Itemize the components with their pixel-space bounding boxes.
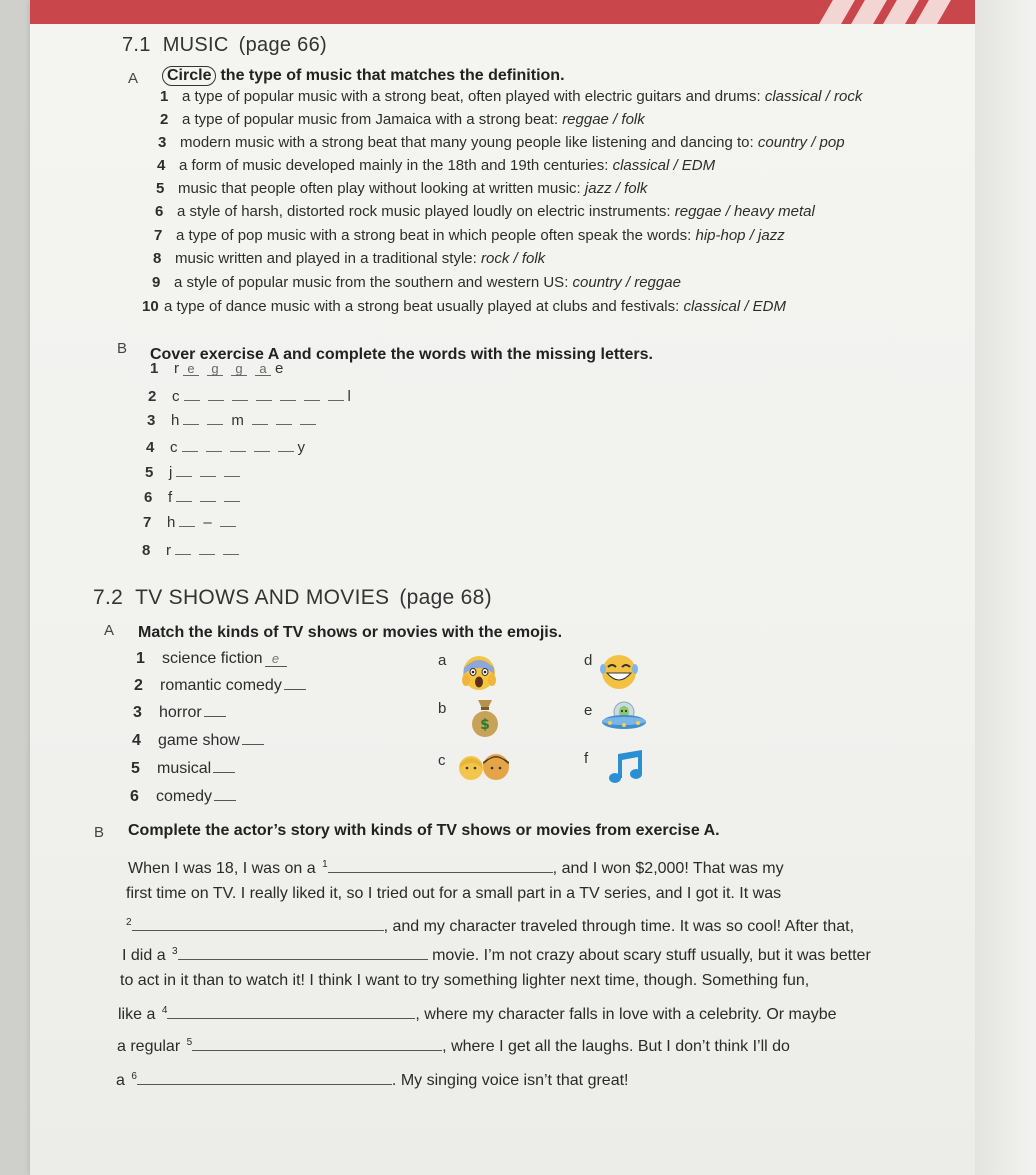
item-number: 4	[146, 439, 155, 456]
match-item	[131, 760, 235, 778]
answer-blank[interactable]	[284, 689, 306, 690]
part-letter-b2: B	[94, 824, 105, 841]
letter-blank[interactable]	[179, 512, 195, 527]
item-number: 1	[150, 360, 159, 377]
letter-blank[interactable]	[175, 540, 191, 555]
blank-number-4: 4	[161, 1004, 168, 1016]
answer-blank-4[interactable]	[167, 1002, 415, 1019]
last-letter: y	[297, 439, 305, 456]
first-letter: c	[172, 388, 180, 405]
item-number: 7	[154, 227, 163, 244]
first-letter: r	[174, 360, 179, 377]
item-number: 9	[152, 274, 161, 291]
section-heading: TV SHOWS AND MOVIES	[135, 586, 390, 609]
item-number: 4	[157, 157, 166, 174]
section-title-music	[122, 34, 327, 57]
blank-number-5: 5	[186, 1036, 193, 1048]
music-options[interactable]: classical / EDM	[683, 298, 786, 315]
item-number: 6	[144, 489, 153, 506]
match-item	[133, 704, 226, 722]
definition-item	[152, 274, 681, 291]
story-line-1	[128, 856, 784, 878]
screaming-face-icon	[460, 652, 498, 692]
definition-text: a form of music developed mainly in the 18th and 19th centuries:	[179, 157, 609, 174]
item-number: 2	[148, 388, 157, 405]
item-number: 1	[136, 650, 145, 667]
first-letter: h	[171, 412, 180, 429]
answer-blank[interactable]	[204, 716, 226, 717]
story-text: When I was 18, I was on a	[128, 860, 316, 877]
item-number: 2	[160, 111, 169, 128]
item-number: 2	[134, 677, 143, 694]
letter-blank[interactable]	[223, 540, 239, 555]
story-text: a	[116, 1072, 125, 1089]
letter-blank[interactable]	[256, 386, 272, 401]
section-heading: MUSIC	[162, 34, 229, 56]
circle-word: Circle	[162, 66, 216, 86]
definition-item	[156, 180, 647, 197]
answer-blank[interactable]	[213, 772, 235, 773]
genre-text: horror	[159, 704, 202, 721]
first-letter: r	[166, 542, 171, 559]
genre-text: romantic comedy	[160, 677, 282, 694]
music-options[interactable]: reggae / folk	[562, 111, 645, 128]
letter-blank[interactable]	[254, 437, 270, 452]
story-text: movie. I’m not crazy about scary stuff usually, but it was better	[432, 947, 871, 964]
instruction-b2: Complete the actor’s story with kinds of TV shows or movies from exercise A.	[128, 822, 720, 839]
definition-item	[153, 250, 545, 267]
word-completion-row	[147, 410, 320, 429]
first-letter: j	[169, 464, 173, 481]
last-letter: e	[275, 360, 284, 377]
definition-text: a style of popular music from the southern and western US:	[174, 274, 569, 291]
letter-blank[interactable]	[182, 437, 198, 452]
word-completion-row	[145, 462, 244, 481]
letter-blank[interactable]	[224, 462, 240, 477]
letter-blank[interactable]	[278, 437, 294, 452]
emoji-letter-c: c	[438, 752, 446, 769]
section-number: 7.1	[122, 34, 151, 56]
letter-blank[interactable]	[220, 512, 236, 527]
letter-blank[interactable]	[206, 437, 222, 452]
couple-faces-icon	[456, 750, 514, 782]
letter-blank[interactable]	[230, 437, 246, 452]
answer-blank[interactable]	[214, 800, 236, 801]
part-letter-b: B	[117, 340, 128, 357]
ufo-alien-icon	[600, 700, 648, 734]
story-text: , and my character traveled through time. It was so cool! After that,	[383, 918, 855, 935]
definition-text: music that people often play without looking at written music:	[178, 180, 581, 197]
section-number: 7.2	[93, 586, 124, 609]
blank-number-2: 2	[126, 916, 132, 928]
emoji-letter-e: e	[584, 702, 593, 719]
letter-blank[interactable]: a	[255, 361, 271, 376]
definition-text: modern music with a strong beat that many young people like listening and dancing to:	[180, 134, 754, 151]
definition-item	[154, 227, 785, 244]
letter-blank[interactable]	[252, 410, 268, 425]
music-options[interactable]: hip-hop / jazz	[695, 227, 785, 244]
definition-item	[155, 203, 815, 220]
blank-number-3: 3	[172, 945, 178, 957]
letter-blank[interactable]	[176, 487, 192, 502]
definition-text: a type of popular music with a strong beat, often played with electric guitars and drums:	[182, 88, 761, 105]
emoji-letter-a: a	[438, 652, 447, 669]
first-letter: f	[168, 489, 173, 506]
story-line-3	[124, 914, 854, 936]
letter-blank[interactable]: g	[231, 361, 247, 376]
item-number: 3	[158, 134, 167, 151]
item-number: 7	[143, 514, 152, 531]
answer-blank-5[interactable]	[192, 1034, 442, 1051]
letter-blank[interactable]	[276, 410, 292, 425]
section-title-tv	[93, 586, 492, 610]
definition-item	[160, 88, 862, 105]
letter-blank[interactable]	[199, 540, 215, 555]
item-number: 4	[132, 732, 141, 749]
story-text: . My singing voice isn’t that great!	[391, 1072, 629, 1089]
genre-text: science fiction	[162, 650, 263, 667]
letter-blank[interactable]	[200, 462, 216, 477]
answer-blank-3[interactable]	[178, 943, 428, 960]
letter-blank[interactable]	[184, 386, 200, 401]
definition-text: a style of harsh, distorted rock music played loudly on electric instruments:	[177, 203, 671, 220]
story-line-2: first time on TV. I really liked it, so I tried out for a small part in a TV series, and I got it. It was	[126, 885, 782, 902]
definition-item	[157, 157, 715, 174]
definition-item	[142, 298, 786, 315]
blank-number-6: 6	[131, 1070, 137, 1082]
match-item	[136, 650, 287, 668]
definition-item	[158, 134, 845, 151]
match-item	[130, 788, 236, 806]
money-bag-icon	[470, 698, 500, 738]
letter-blank[interactable]	[208, 386, 224, 401]
music-options[interactable]: country / pop	[757, 134, 845, 151]
definition-text: a type of pop music with a strong beat in which people often speak the words:	[176, 227, 692, 244]
definition-text: music written and played in a traditional style:	[175, 250, 477, 267]
middle-letter: –	[203, 514, 212, 531]
answer-blank-2[interactable]	[132, 914, 384, 931]
letter-blank[interactable]	[200, 487, 216, 502]
item-number: 8	[153, 250, 162, 267]
word-completion-row	[150, 360, 283, 377]
item-number: 10	[142, 298, 159, 315]
match-item	[134, 677, 306, 695]
answer-blank[interactable]: e	[265, 651, 287, 667]
letter-blank[interactable]	[300, 410, 316, 425]
definition-item	[160, 111, 645, 128]
instruction-a	[162, 66, 565, 86]
definition-text: a type of dance music with a strong beat usually played at clubs and festivals:	[164, 298, 680, 315]
music-options[interactable]: rock / folk	[481, 250, 546, 267]
definition-text: a type of popular music from Jamaica with a strong beat:	[182, 111, 559, 128]
story-line-7	[117, 1034, 790, 1056]
word-completion-row	[143, 512, 240, 531]
story-text: a regular	[117, 1038, 181, 1055]
section-page-ref: (page 66)	[238, 34, 327, 56]
section-page-ref: (page 68)	[399, 586, 492, 609]
genre-text: comedy	[156, 788, 213, 805]
story-line-5: to act in it than to watch it! I think I want to try something lighter next time, though. Something fun,	[120, 972, 810, 989]
last-letter: l	[347, 388, 351, 405]
genre-text: game show	[158, 732, 240, 749]
middle-letter: m	[231, 412, 244, 429]
item-number: 5	[131, 760, 140, 777]
letter-blank[interactable]	[304, 386, 320, 401]
story-line-4	[122, 943, 871, 965]
word-completion-row	[142, 540, 243, 559]
letter-blank[interactable]	[224, 487, 240, 502]
story-text: I did a	[122, 947, 166, 964]
music-options[interactable]: country / reggae	[572, 274, 681, 291]
part-letter-a: A	[128, 70, 139, 87]
svg-text:$: $	[480, 717, 490, 733]
item-number: 6	[155, 203, 164, 220]
answer-blank-1[interactable]	[328, 856, 553, 873]
letter-blank[interactable]	[207, 410, 223, 425]
word-completion-row	[148, 386, 351, 405]
story-text: , where my character falls in love with a celebrity. Or maybe	[415, 1006, 837, 1023]
emoji-letter-b: b	[438, 700, 447, 717]
item-number: 3	[133, 704, 142, 721]
word-completion-row	[146, 437, 305, 456]
story-line-6	[118, 1002, 837, 1024]
letter-blank[interactable]: g	[207, 361, 223, 376]
story-line-8	[116, 1068, 628, 1090]
part-letter-a2: A	[104, 622, 115, 639]
laughing-face-icon	[598, 653, 640, 691]
item-number: 5	[145, 464, 154, 481]
genre-text: musical	[157, 760, 212, 777]
instruction-b: Cover exercise A and complete the words with the missing letters.	[150, 346, 653, 363]
first-letter: c	[170, 439, 178, 456]
letter-blank[interactable]	[328, 386, 344, 401]
emoji-letter-d: d	[584, 652, 593, 669]
word-completion-row	[144, 487, 244, 506]
letter-blank[interactable]	[232, 386, 248, 401]
instruction-a2: Match the kinds of TV shows or movies with the emojis.	[138, 624, 563, 641]
first-letter: h	[167, 514, 176, 531]
story-text: like a	[118, 1006, 156, 1023]
music-options[interactable]: classical / EDM	[612, 157, 716, 174]
item-number: 5	[156, 180, 165, 197]
letter-blank[interactable]: e	[183, 361, 199, 376]
item-number: 3	[147, 412, 156, 429]
blank-number-1: 1	[322, 858, 328, 870]
story-text: , and I won $2,000! That was my	[552, 860, 784, 877]
music-options[interactable]: classical / rock	[764, 88, 863, 105]
decorative-stripes	[806, 0, 966, 24]
music-options[interactable]: reggae / heavy metal	[674, 203, 815, 220]
music-options[interactable]: jazz / folk	[584, 180, 648, 197]
answer-blank-6[interactable]	[137, 1068, 392, 1085]
item-number: 6	[130, 788, 139, 805]
instruction-text: the type of music that matches the definition.	[220, 67, 565, 84]
music-notes-icon	[606, 748, 646, 784]
letter-blank[interactable]	[280, 386, 296, 401]
item-number: 8	[142, 542, 151, 559]
answer-blank[interactable]	[242, 744, 264, 745]
emoji-letter-f: f	[584, 750, 589, 767]
item-number: 1	[160, 88, 169, 105]
story-text: , where I get all the laughs. But I don’t think I’ll do	[442, 1038, 790, 1055]
page-edge-shadow	[975, 0, 1036, 1175]
match-item	[132, 732, 264, 750]
letter-blank[interactable]	[183, 410, 199, 425]
letter-blank[interactable]	[176, 462, 192, 477]
